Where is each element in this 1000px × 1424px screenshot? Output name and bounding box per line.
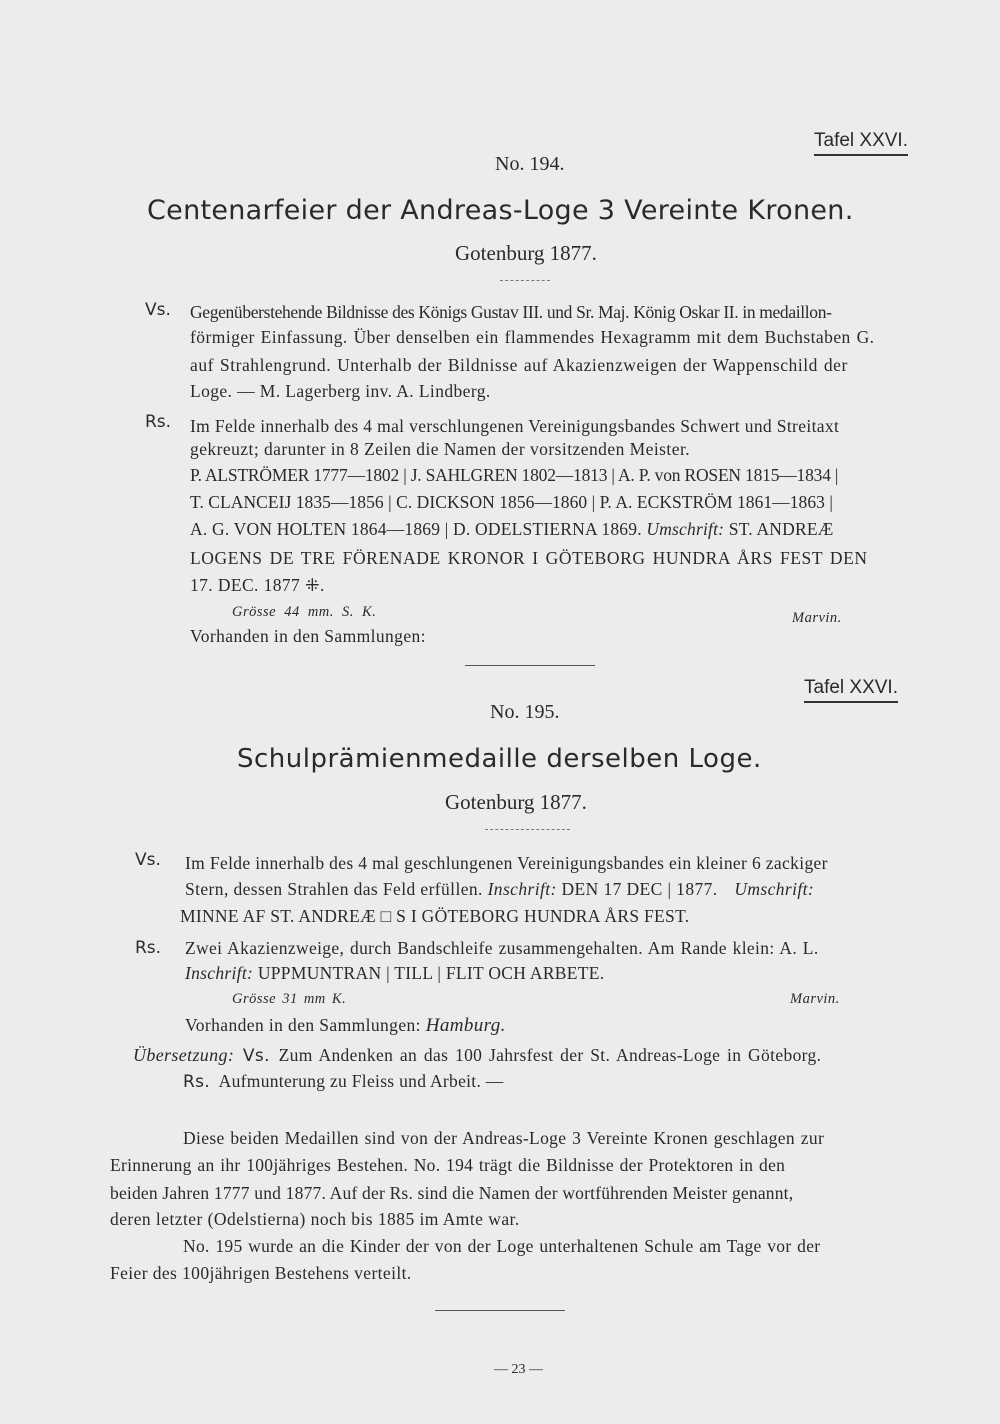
commentary-line: Feier des 100jährigen Bestehens verteilt. — [110, 1263, 412, 1283]
reverse-line: Im Felde innerhalb des 4 mal verschlungenen Vereinigungsbandes Schwert und Streitaxt — [190, 416, 840, 436]
reverse-line-text: A. G. VON HOLTEN 1864—1869 | D. ODELSTIERNA 1869. — [190, 519, 642, 539]
collections-label: Vorhanden in den Sammlungen: — [185, 1015, 421, 1035]
legend-label: Umschrift: — [646, 519, 725, 539]
translation-reverse — [183, 1071, 504, 1092]
translation-reverse-text: Aufmunterung zu Fleiss und Arbeit. — — [218, 1071, 504, 1091]
section-divider — [465, 665, 595, 666]
source-reference-194: Marvin. — [792, 610, 842, 626]
obverse-line — [185, 879, 814, 900]
translation-obverse-text: Zum Andenken an das 100 Jahrsfest der St. Andreas-Loge in Göteborg. — [278, 1045, 822, 1065]
entry-title-194: Centenarfeier der Andreas-Loge 3 Vereinte Kronen. — [147, 195, 854, 226]
entry-number-195: No. 195. — [490, 701, 560, 723]
entry-title-195: Schulprämienmedaille derselben Loge. — [237, 744, 762, 774]
obverse-line: MINNE AF ST. ANDREÆ □ S I GÖTEBORG HUNDRA ÅRS FEST. — [180, 906, 690, 926]
end-divider — [435, 1310, 565, 1311]
reverse-label-195: Rs. — [135, 938, 162, 958]
page-number: — 23 — — [494, 1362, 543, 1377]
reverse-line — [185, 963, 604, 984]
reverse-line-text: UPPMUNTRAN | TILL | FLIT OCH ARBETE. — [257, 963, 605, 983]
commentary-line: Diese beiden Medaillen sind von der Andreas-Loge 3 Vereinte Kronen geschlagen zur — [183, 1128, 825, 1148]
separator-dash — [500, 280, 550, 281]
reverse-line: T. CLANCEIJ 1835—1856 | C. DICKSON 1856—1860 | P. A. ECKSTRÖM 1861—1863 | — [190, 492, 833, 512]
translation-label: Übersetzung: — [133, 1045, 235, 1065]
obverse-line: förmiger Einfassung. Über denselben ein flammendes Hexagramm mit dem Buchstaben G. — [190, 327, 875, 347]
plate-reference-195: Tafel XXVI. — [804, 677, 898, 703]
obverse-line-text: Stern, dessen Strahlen das Feld erfüllen. — [185, 879, 483, 899]
inscription-label: Inschrift: — [185, 963, 254, 983]
obverse-line-text: DEN 17 DEC | 1877. — [561, 879, 718, 899]
commentary-line: No. 195 wurde an die Kinder der von der Loge unterhaltenen Schule am Tage vor der — [183, 1236, 821, 1256]
legend-label: Umschrift: — [734, 879, 815, 899]
commentary-line: deren letzter (Odelstierna) noch bis 1885 im Amte war. — [110, 1209, 520, 1229]
obverse-line: Gegenüberstehende Bildnisse des Königs Gustav III. und Sr. Maj. König Oskar II. in medaillon- — [190, 302, 832, 322]
collections-label: Vorhanden in den Sammlungen: — [190, 626, 426, 646]
reverse-line-text: ST. ANDREÆ — [728, 519, 834, 539]
obverse-line: Im Felde innerhalb des 4 mal geschlungenen Vereinigungsbandes ein kleiner 6 zackiger — [185, 853, 828, 873]
reverse-line: LOGENS DE TRE FÖRENADE KRONOR I GÖTEBORG HUNDRA ÅRS FEST DEN — [190, 548, 868, 568]
reverse-label-194: Rs. — [145, 412, 172, 432]
obverse-line: auf Strahlengrund. Unterhalb der Bildnisse auf Akazienzweigen der Wappenschild der — [190, 355, 848, 375]
commentary-line: Erinnerung an ihr 100jähriges Bestehen. No. 194 trägt die Bildnisse der Protektoren in den — [110, 1155, 786, 1175]
collections-194 — [190, 626, 426, 647]
obverse-line: Loge. — M. Lagerberg inv. A. Lindberg. — [190, 381, 491, 401]
entry-number-194: No. 194. — [495, 153, 565, 175]
obverse-label-194: Vs. — [145, 300, 171, 320]
medal-size-194: Grösse 44 mm. S. K. — [232, 604, 377, 620]
translation-obverse-label: Vs. — [242, 1046, 270, 1066]
separator-dash — [485, 829, 570, 830]
translation-obverse — [133, 1045, 821, 1066]
entry-place-194: Gotenburg 1877. — [455, 241, 597, 265]
reverse-line — [190, 519, 834, 540]
plate-reference-194: Tafel XXVI. — [814, 130, 908, 156]
reverse-line: 17. DEC. 1877 ⁜. — [190, 575, 325, 595]
reverse-line: Zwei Akazienzweige, durch Bandschleife zusammengehalten. Am Rande klein: A. L. — [185, 938, 819, 958]
entry-place-195: Gotenburg 1877. — [445, 790, 587, 814]
obverse-label-195: Vs. — [135, 850, 161, 870]
translation-reverse-label: Rs. — [183, 1072, 210, 1092]
reverse-line: gekreuzt; darunter in 8 Zeilen die Namen der vorsitzenden Meister. — [190, 439, 691, 459]
inscription-label: Inschrift: — [487, 879, 557, 899]
commentary-line: beiden Jahren 1777 und 1877. Auf der Rs. sind die Namen der wortführenden Meister genannt, — [110, 1183, 794, 1203]
medal-size-195: Grösse 31 mm K. — [232, 991, 347, 1007]
source-reference-195: Marvin. — [790, 991, 840, 1007]
collections-195 — [185, 1015, 506, 1037]
collections-value: Hamburg. — [425, 1015, 506, 1036]
reverse-line: P. ALSTRÖMER 1777—1802 | J. SAHLGREN 1802—1813 | A. P. von ROSEN 1815—1834 | — [190, 465, 839, 485]
